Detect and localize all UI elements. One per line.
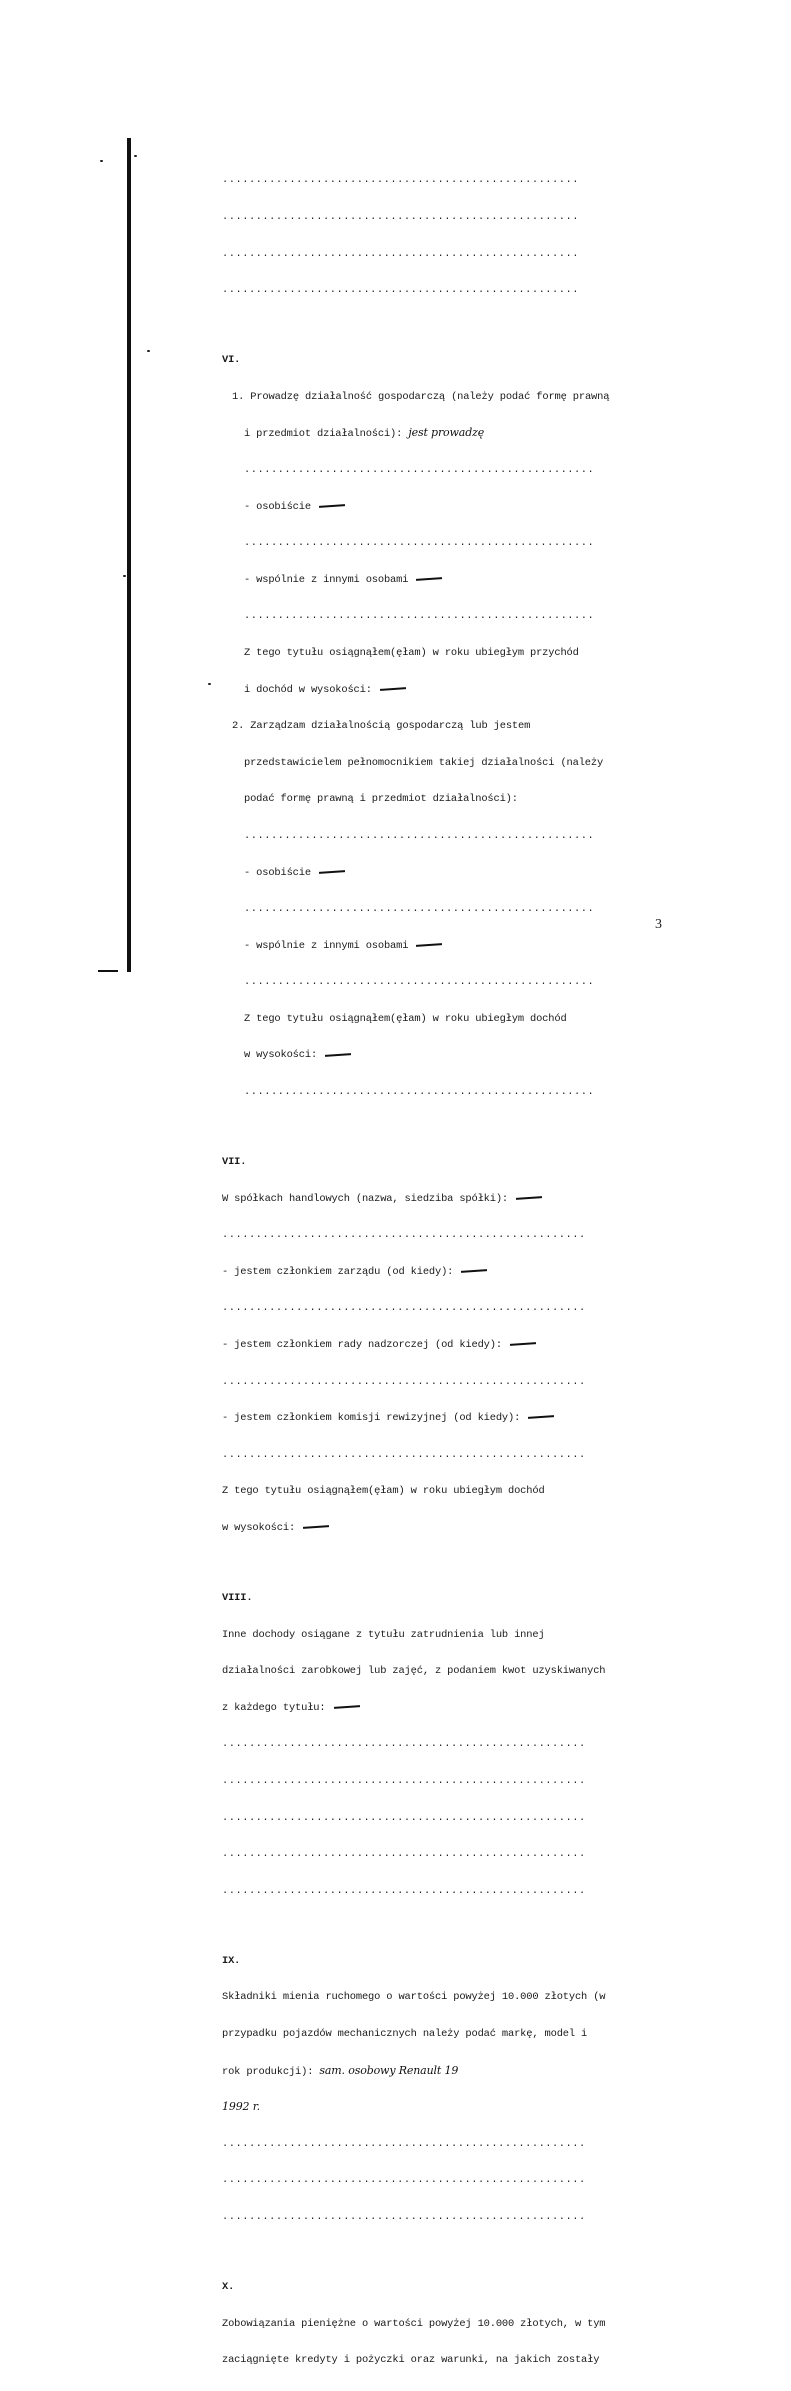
handwritten-answer: jest prowadzę <box>408 426 485 440</box>
vi-point1-line2: i przedmiot działalności): jest prowadzę <box>244 426 485 441</box>
viii-line1: Inne dochody osiągane z tytułu zatrudnienia lub innej <box>222 1628 545 1641</box>
vi-income1-line1: Z tego tytułu osiągnąłem(ęłam) w roku ubiegłym przychód <box>244 646 579 659</box>
vii-komisja: - jestem członkiem komisji rewizyjnej (od kiedy): <box>222 1412 632 1424</box>
section-heading-viii: VIII. <box>222 1592 253 1604</box>
x-line1: Zobowiązania pieniężne o wartości powyżej 10.000 złotych, w tym <box>222 2317 606 2330</box>
section-heading-x: X. <box>222 2280 235 2293</box>
handwritten-dash <box>416 577 442 581</box>
handwritten-dash <box>510 1342 536 1346</box>
section-heading-ix: IX. <box>222 1954 241 1967</box>
vii-income-line2: w wysokości: <box>222 1522 632 1534</box>
dotted-line: .................................................... <box>244 463 595 476</box>
handwritten-dash <box>380 687 406 691</box>
ix-year-line <box>222 2101 632 2113</box>
vii-income-line1: Z tego tytułu osiągnąłem(ęłam) w roku ubiegłym dochód <box>222 1485 545 1498</box>
form-content <box>222 150 632 2391</box>
dotted-line: ...................................................... <box>222 2137 586 2150</box>
dotted-line: ...................................................... <box>222 1448 586 1461</box>
handwritten-answer: 1992 r. <box>222 2100 260 2114</box>
dotted-line: .................................................... <box>244 610 595 623</box>
dotted-line: ..................................................... <box>222 284 579 297</box>
binding-bar <box>127 138 131 972</box>
dotted-line: .................................................... <box>244 537 595 550</box>
vi-point1-line1: 1. Prowadzę działalność gospodarczą (należy podać formę prawną <box>232 390 610 403</box>
handwritten-answer: sam. osobowy Renault 19 <box>319 2063 459 2077</box>
handwritten-dash <box>416 943 442 947</box>
dotted-line: .................................................... <box>244 829 595 842</box>
dotted-line: ..................................................... <box>222 247 579 260</box>
section-heading-vii: VII. <box>222 1156 247 1169</box>
dotted-line: ...................................................... <box>222 1884 586 1897</box>
dotted-line: ...................................................... <box>222 1302 586 1315</box>
vi-osobiscie-2: - osobiście <box>222 867 632 879</box>
vii-rada: - jestem członkiem rady nadzorczej (od kiedy): <box>222 1339 632 1351</box>
dotted-line: ...................................................... <box>222 1375 586 1388</box>
vi-point2-line3: podać formę prawną i przedmiot działalności): <box>244 793 518 806</box>
dotted-line: ...................................................... <box>222 2174 586 2187</box>
page-number: 3 <box>655 917 662 932</box>
vi-income2-line1: Z tego tytułu osiągnąłem(ęłam) w roku ubiegłym dochód <box>244 1012 567 1025</box>
scan-speck <box>100 160 103 162</box>
vi-wspolnie-2: - wspólnie z innymi osobami <box>222 940 632 952</box>
x-line2: zaciągnięte kredyty i pożyczki oraz warunki, na jakich zostały <box>222 2354 600 2367</box>
handwritten-dash <box>303 1525 329 1529</box>
dotted-line: ..................................................... <box>222 174 579 187</box>
ix-line2: przypadku pojazdów mechanicznych należy podać markę, model i <box>222 2027 588 2040</box>
dotted-line: ...................................................... <box>222 1848 586 1861</box>
dotted-line: .................................................... <box>244 976 595 989</box>
binding-tick <box>98 970 118 972</box>
vi-point2-line2: przedstawicielem pełnomocnikiem takiej działalności (należy <box>244 756 604 769</box>
vi-wspolnie: - wspólnie z innymi osobami <box>222 574 632 586</box>
handwritten-dash <box>325 1053 351 1057</box>
dotted-line: ...................................................... <box>222 1774 586 1787</box>
ix-line3: rok produkcji): sam. osobowy Renault 19 <box>222 2063 459 2078</box>
scan-speck <box>134 155 137 157</box>
dotted-line: .................................................... <box>244 1086 595 1099</box>
handwritten-dash <box>334 1705 360 1709</box>
dotted-line: ...................................................... <box>222 2210 586 2223</box>
scan-speck <box>123 575 126 577</box>
dotted-line: .................................................... <box>244 903 595 916</box>
handwritten-dash <box>319 504 345 508</box>
vi-point2-line1: 2. Zarządzam działalnością gospodarczą lub jestem <box>232 720 531 733</box>
vi-osobiscie: - osobiście <box>222 501 632 513</box>
vii-zarzad: - jestem członkiem zarządu (od kiedy): <box>222 1266 632 1278</box>
vii-line1: W spółkach handlowych (nazwa, siedziba spółki): <box>222 1193 632 1205</box>
dotted-line: ...................................................... <box>222 1811 586 1824</box>
handwritten-dash <box>528 1416 554 1420</box>
vi-income1-line2: i dochód w wysokości: <box>222 684 632 696</box>
scan-speck <box>208 683 211 685</box>
viii-line2: działalności zarobkowej lub zajęć, z podaniem kwot uzyskiwanych <box>222 1665 606 1678</box>
vi-income2-line2: w wysokości: <box>222 1049 632 1061</box>
dotted-line: ...................................................... <box>222 1229 586 1242</box>
dotted-line: ..................................................... <box>222 211 579 223</box>
section-heading-vi: VI. <box>222 354 241 367</box>
dotted-line: ...................................................... <box>222 1738 586 1751</box>
ix-line1: Składniki mienia ruchomego o wartości powyżej 10.000 złotych (w <box>222 1991 606 2004</box>
handwritten-dash <box>461 1269 487 1273</box>
viii-line3: z każdego tytułu: <box>222 1702 632 1714</box>
handwritten-dash <box>516 1196 542 1200</box>
scan-speck <box>147 350 150 352</box>
handwritten-dash <box>319 870 345 874</box>
